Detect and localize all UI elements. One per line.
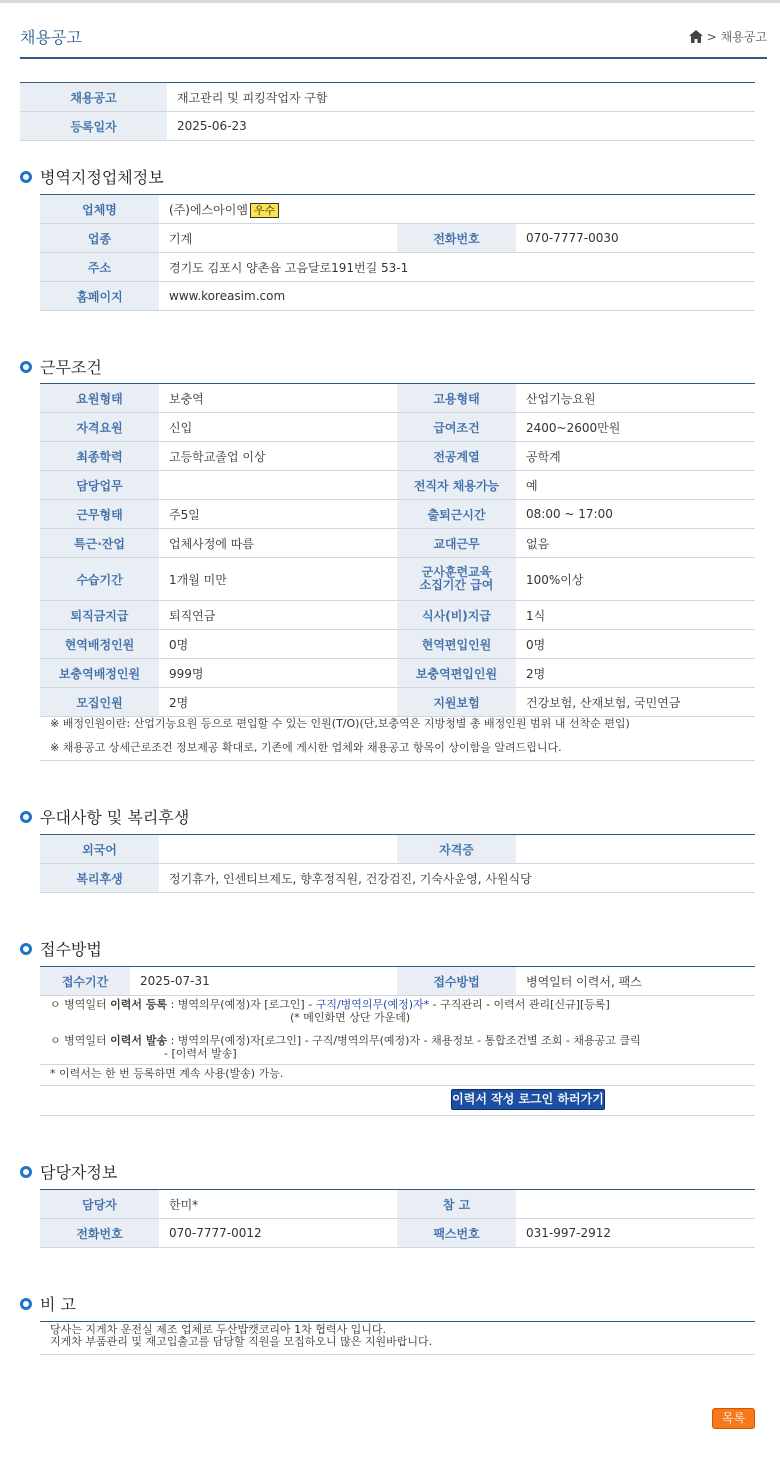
table-row [40,195,755,224]
assign-note: ※ 배정인원이란: 산업기능요원 등으로 편입할 수 있는 인원(T/O)(단,보충역은 지방청별 총 배정인원 범위 내 선착순 편입) [50,717,630,730]
table-row [40,442,755,471]
bullet-icon [20,811,32,823]
condition-value: 퇴직연금 [159,601,397,630]
table-row [40,384,755,413]
breadcrumb-separator: > [706,29,717,44]
remarks-heading-text: 비 고 [40,1295,76,1314]
condition-label: 모집인원 [40,688,159,717]
table-row [40,630,755,659]
contact-phone-value: 070-7777-0012 [159,1219,397,1248]
bullet-icon [20,943,32,955]
condition-label: 담당업무 [40,471,159,500]
table-row [40,282,755,311]
table-row [40,601,755,630]
table-row [40,1190,755,1219]
apply-heading-text: 접수방법 [40,940,102,959]
page-title: 채용공고 [20,28,82,47]
contact-table [40,1189,755,1248]
condition-label: 고용형태 [397,384,516,413]
condition-label: 특근·잔업 [40,529,159,558]
method-label: 접수방법 [397,967,516,996]
condition-label: 보충역편입인원 [397,659,516,688]
address-label: 주소 [40,253,159,282]
page-header [20,22,767,59]
excellent-badge: 우수 [250,203,279,218]
table-row [20,83,755,112]
period-label: 접수기간 [40,967,130,996]
table-row [40,688,755,717]
apply-heading [20,937,102,960]
condition-label: 출퇴근시간 [397,500,516,529]
company-name: (주)에스아이엠 [169,202,248,217]
condition-value: 2400~2600만원 [516,413,755,442]
condition-label: 현역편입인원 [397,630,516,659]
condition-label: 수습기간 [40,558,159,601]
button-row [40,1086,755,1116]
apply-table [40,966,755,996]
condition-value: 건강보험, 산재보험, 국민연금 [516,688,755,717]
condition-label: 식사(비)지급 [397,601,516,630]
industry-value: 기계 [159,224,397,253]
send-sub: - [이력서 발송] [164,1047,237,1060]
condition-label: 전직자 채용가능 [397,471,516,500]
condition-label: 근무형태 [40,500,159,529]
fax-value: 031-997-2912 [516,1219,755,1248]
condition-value: 1식 [516,601,755,630]
table-row [40,529,755,558]
list-button[interactable]: 목록 [712,1408,755,1429]
condition-label: 전공계열 [397,442,516,471]
condition-value: 신입 [159,413,397,442]
method-value: 병역일터 이력서, 팩스 [516,967,755,996]
benefits-heading [20,805,189,828]
register-bold: 이력서 등록 [110,998,168,1011]
remarks-box [40,1321,755,1355]
benefits-table [40,834,755,893]
register-sub: (* 메인화면 상단 가운데) [290,1011,411,1024]
register-prefix: ㅇ 병역일터 [50,998,111,1011]
register-text-tail: - 구직관리 - 이력서 관리[신규][등록] [429,998,610,1011]
send-text: : 병역의무(예정)자[로그인] - 구직/병역의무(예정)자 - 채용정보 - 통합조건별 조회 - 채용공고 클릭 [167,1034,641,1047]
bullet-icon [20,171,32,183]
table-row [20,112,755,141]
register-instructions [40,998,755,1024]
condition-value: 예 [516,471,755,500]
title-label: 채용공고 [20,83,167,112]
industry-label: 업종 [40,224,159,253]
home-icon[interactable] [689,30,703,43]
condition-value: 2명 [516,659,755,688]
contact-heading-text: 담당자정보 [40,1163,118,1182]
certificate-label: 자격증 [397,835,516,864]
person-value: 한미* [159,1190,397,1219]
condition-label: 급여조건 [397,413,516,442]
person-label: 담당자 [40,1190,159,1219]
conditions-table [40,383,755,717]
company-heading [20,165,164,188]
remarks-heading [20,1292,76,1315]
breadcrumb-current: 채용공고 [720,30,767,44]
condition-value [159,471,397,500]
send-prefix: ㅇ 병역일터 [50,1034,111,1047]
fax-label: 팩스번호 [397,1219,516,1248]
benefits-heading-text: 우대사항 및 복리후생 [40,808,190,827]
table-row [40,659,755,688]
company-name-cell [159,195,755,224]
condition-value: 999명 [159,659,397,688]
table-row [40,253,755,282]
table-row [40,500,755,529]
conditions-heading-text: 근무조건 [40,358,102,377]
contact-phone-label: 전화번호 [40,1219,159,1248]
condition-value: 보충역 [159,384,397,413]
homepage-label: 홈페이지 [40,282,159,311]
condition-label: 지원보험 [397,688,516,717]
phone-value: 070-7777-0030 [516,224,755,253]
language-value [159,835,397,864]
table-row [40,864,755,893]
condition-label: 자격요원 [40,413,159,442]
condition-value: 없음 [516,529,755,558]
condition-value: 업체사정에 따름 [159,529,397,558]
reference-value [516,1190,755,1219]
language-label: 외국어 [40,835,159,864]
table-row [40,835,755,864]
phone-label: 전화번호 [397,224,516,253]
conditions-heading [20,355,102,378]
remarks-line-2: 지게차 부품관리 및 재고입출고를 담당할 직원을 모집하오니 많은 지원바랍니다. [50,1335,433,1348]
table-row [40,967,755,996]
bullet-icon [20,361,32,373]
jobseeker-link[interactable]: 구직/병역의무(예정)자* [315,998,430,1011]
contact-heading [20,1160,117,1183]
info-note: ※ 채용공고 상세근로조건 정보제공 확대로, 기존에 게시한 업체와 채용공고 항목이 상이함을 알려드립니다. [40,738,755,761]
table-row [40,558,755,601]
period-value: 2025-07-31 [130,967,397,996]
register-text: : 병역의무(예정)자 [로그인] - [167,998,316,1011]
condition-value: 산업기능요원 [516,384,755,413]
company-heading-text: 병역지정업체정보 [40,168,164,187]
company-name-label: 업체명 [40,195,159,224]
condition-value: 100%이상 [516,558,755,601]
condition-value: 0명 [516,630,755,659]
condition-value: 1개월 미만 [159,558,397,601]
condition-label: 요원형태 [40,384,159,413]
company-table [40,194,755,311]
bullet-icon [20,1298,32,1310]
table-row [40,471,755,500]
address-value: 경기도 김포시 양촌읍 고음달로191번길 53-1 [159,253,755,282]
certificate-value [516,835,755,864]
table-row [40,413,755,442]
homepage-link[interactable]: www.koreasim.com [159,282,755,311]
bullet-icon [20,1166,32,1178]
condition-value: 08:00 ~ 17:00 [516,500,755,529]
date-value: 2025-06-23 [167,112,755,141]
send-bold: 이력서 발송 [110,1034,168,1047]
send-instructions [40,1034,755,1060]
breadcrumb [689,28,767,45]
condition-label: 최종학력 [40,442,159,471]
title-value: 재고관리 및 피킹작업자 구함 [167,83,755,112]
summary-table [20,82,755,141]
condition-label: 퇴직금지급 [40,601,159,630]
condition-label: 군사훈련교육 소집기간 급여 [397,558,516,601]
welfare-value: 정기휴가, 인센티브제도, 향후정직원, 건강검진, 기숙사운영, 사원식당 [159,864,755,893]
resume-login-button[interactable]: 이력서 작성 로그인 하러가기 [451,1089,605,1110]
condition-value: 고등학교졸업 이상 [159,442,397,471]
table-row [40,1219,755,1248]
condition-value: 주5일 [159,500,397,529]
condition-value: 2명 [159,688,397,717]
condition-value: 0명 [159,630,397,659]
condition-value: 공학계 [516,442,755,471]
condition-label: 교대근무 [397,529,516,558]
reference-label: 참 고 [397,1190,516,1219]
condition-label: 현역배정인원 [40,630,159,659]
date-label: 등록일자 [20,112,167,141]
once-note: * 이력서는 한 번 등록하면 계속 사용(발송) 가능. [40,1064,755,1086]
welfare-label: 복리후생 [40,864,159,893]
table-row [40,224,755,253]
condition-label: 보충역배정인원 [40,659,159,688]
remarks-line-1: 당사는 지게차 운전실 제조 업체로 두산밥캣코리아 1차 협력사 입니다. [50,1323,386,1336]
